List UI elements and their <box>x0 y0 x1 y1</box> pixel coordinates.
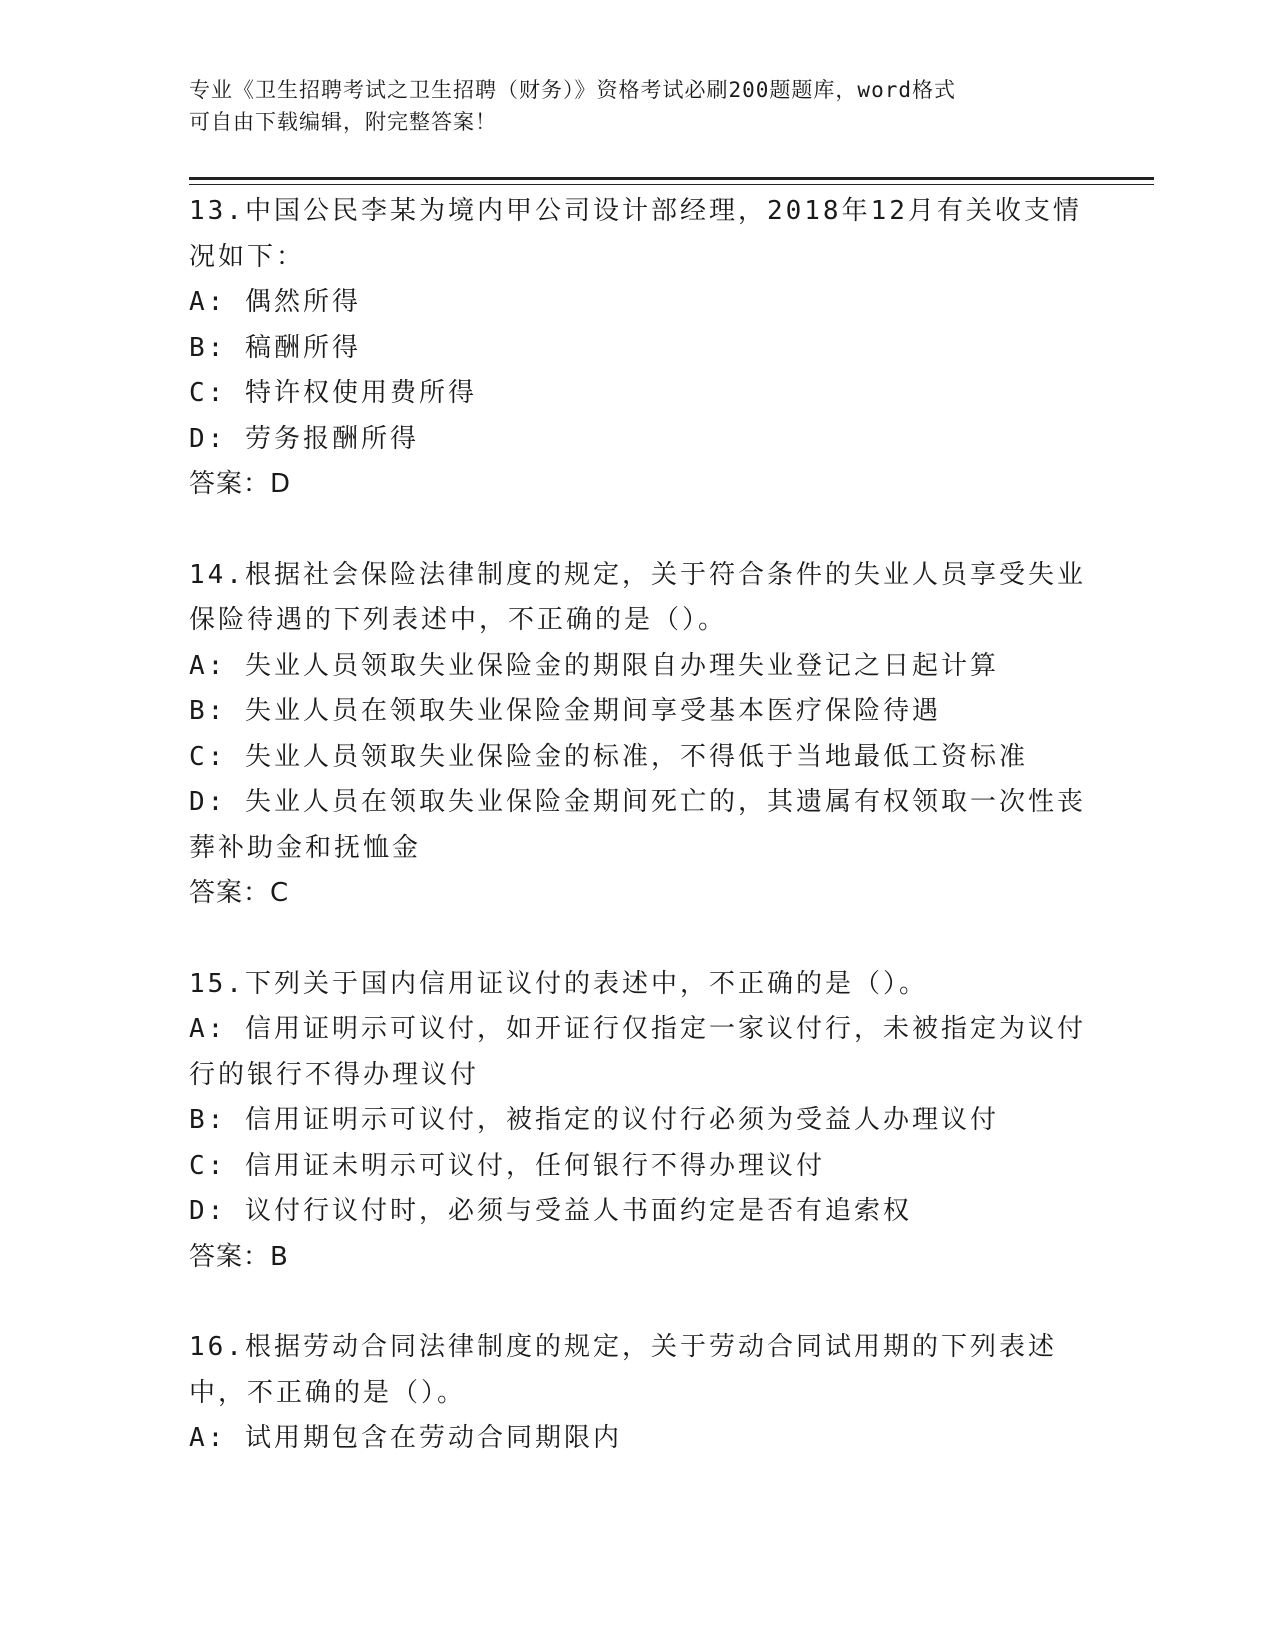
option-d: D: 议付行议付时，必须与受益人书面约定是否有追索权 <box>189 1196 912 1226</box>
question-15 <box>189 962 1089 1281</box>
header-divider-thin <box>189 184 1154 185</box>
question-stem: 16.根据劳动合同法律制度的规定，关于劳动合同试用期的下列表述中，不正确的是（）。 <box>189 1332 1057 1408</box>
option-a: A: 信用证明示可议付，如开证行仅指定一家议付行，未被指定为议付行的银行不得办理议付 <box>189 1014 1086 1090</box>
option-d: D: 失业人员在领取失业保险金期间死亡的，其遗属有权领取一次性丧葬补助金和抚恤金 <box>189 787 1086 863</box>
question-stem: 15.下列关于国内信用证议付的表述中，不正确的是（）。 <box>189 968 928 999</box>
option-a: A: 偶然所得 <box>189 287 361 317</box>
option-b: B: 稿酬所得 <box>189 332 361 363</box>
question-13 <box>189 189 1089 508</box>
question-14 <box>189 553 1089 917</box>
option-c: C: 失业人员领取失业保险金的标准，不得低于当地最低工资标准 <box>189 741 1028 772</box>
answer-text: 答案：C <box>189 878 290 908</box>
option-b: B: 信用证明示可议付，被指定的议付行必须为受益人办理议付 <box>189 1105 999 1135</box>
question-16 <box>189 1325 1089 1462</box>
question-stem: 14.根据社会保险法律制度的规定，关于符合条件的失业人员享受失业保险待遇的下列表述中，不正确的是（）。 <box>189 559 1086 635</box>
header-divider-thick <box>189 177 1154 180</box>
answer-text: 答案：B <box>189 1241 289 1272</box>
answer-text: 答案：D <box>189 469 292 499</box>
option-a: A: 试用期包含在劳动合同期限内 <box>189 1423 622 1453</box>
option-c: C: 信用证未明示可议付，任何银行不得办理议付 <box>189 1150 825 1181</box>
question-list <box>189 189 1089 1507</box>
option-b: B: 失业人员在领取失业保险金期间享受基本医疗保险待遇 <box>189 696 941 726</box>
option-d: D: 劳务报酬所得 <box>189 423 419 454</box>
option-a: A: 失业人员领取失业保险金的期限自办理失业登记之日起计算 <box>189 650 999 681</box>
document-header: 专业《卫生招聘考试之卫生招聘（财务）》资格考试必刷200题题库，word格式 可自由下载编辑，附完整答案！ <box>189 78 956 134</box>
option-c: C: 特许权使用费所得 <box>189 378 477 408</box>
question-stem: 13.中国公民李某为境内甲公司设计部经理，2018年12月有关收支情况如下： <box>189 196 1082 272</box>
